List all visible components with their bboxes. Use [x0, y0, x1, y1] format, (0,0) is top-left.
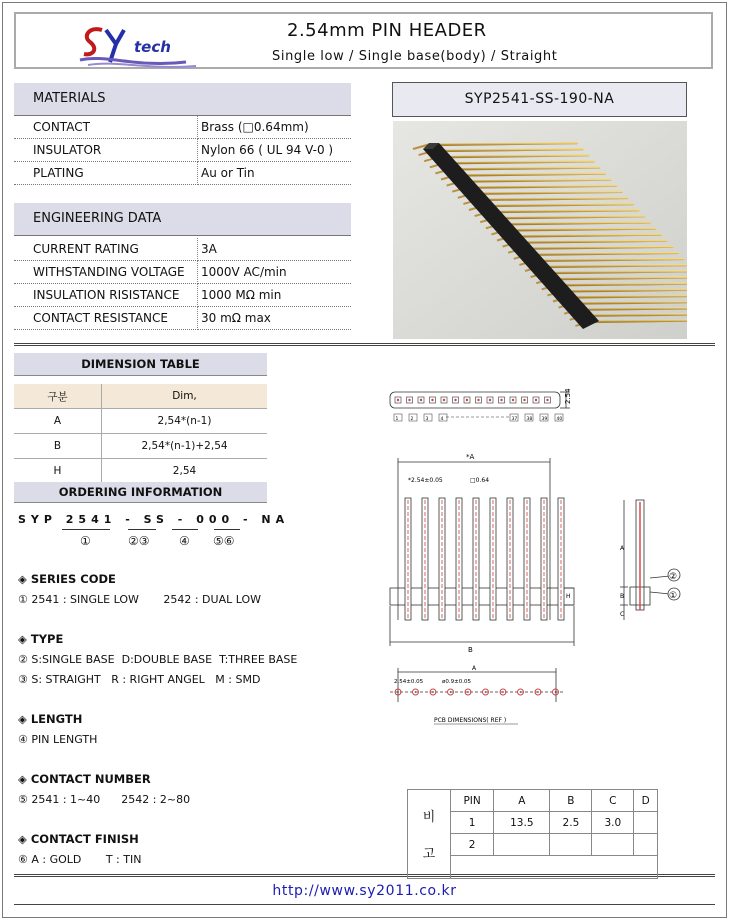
series-code-heading: ◈ SERIES CODE — [18, 572, 116, 586]
pcb-hole-center — [520, 691, 522, 693]
section-divider — [14, 343, 715, 346]
front-view-pin — [507, 498, 513, 620]
engineering-key: WITHSTANDING VOLTAGE — [14, 261, 198, 284]
top-view-pin-center — [535, 399, 537, 401]
materials-key: PLATING — [14, 162, 198, 185]
side-callout-1: ① — [669, 591, 678, 601]
front-view-pin — [439, 498, 445, 620]
front-view-pin — [422, 498, 428, 620]
pcb-hole-center — [397, 691, 399, 693]
top-view-pin-center — [431, 399, 433, 401]
pin-label: 38 — [526, 417, 533, 422]
note-table — [407, 789, 658, 879]
materials-key: INSULATOR — [14, 139, 198, 162]
pcb-hole-center — [450, 691, 452, 693]
side-a-label: A — [620, 545, 625, 552]
type-line: ③ S: STRAIGHT R : RIGHT ANGEL M : SMD — [18, 673, 261, 686]
page-subtitle: Single low / Single base(body) / Straight — [272, 49, 558, 64]
engineering-key: INSULATION RISISTANCE — [14, 284, 198, 307]
pin-label: 2 — [410, 417, 414, 422]
top-view-pin-center — [523, 399, 525, 401]
note-side-char: 비 — [422, 810, 436, 825]
contact-number-heading: ◈ CONTACT NUMBER — [18, 772, 151, 786]
materials-table — [14, 116, 351, 185]
engineering-value: 1000V AC/min — [198, 261, 352, 284]
note-cell: 2.5 — [550, 812, 592, 834]
side-b-label: B — [620, 593, 625, 600]
pcb-hole-label: ø0.9±0.05 — [442, 679, 471, 685]
pcb-hole-center — [555, 691, 557, 693]
front-view-pin — [541, 498, 547, 620]
dim-value: 2,54*(n-1) — [102, 409, 268, 434]
engineering-key: CURRENT RATING — [14, 238, 198, 261]
engineering-table — [14, 238, 351, 330]
top-view-pin-center — [477, 399, 479, 401]
note-cell: 13.5 — [494, 812, 550, 834]
type-line: ② S:SINGLE BASE D:DOUBLE BASE T:THREE BASE — [18, 653, 298, 666]
note-cell: 1 — [451, 812, 494, 834]
note-cell — [634, 834, 658, 856]
type-heading: ◈ TYPE — [18, 632, 64, 646]
note-header: A — [494, 790, 550, 812]
front-view-pin — [558, 498, 564, 620]
top-view-pin-center — [408, 399, 410, 401]
top-view-pin-center — [420, 399, 422, 401]
top-view-pin-center — [443, 399, 445, 401]
pin-label: 37 — [511, 417, 518, 422]
pcb-hole-center — [432, 691, 434, 693]
pcb-hole-center — [502, 691, 504, 693]
pcb-hole-center — [537, 691, 539, 693]
contact-finish-line: ⑥ A : GOLD T : TIN — [18, 853, 142, 866]
technical-drawing — [380, 380, 700, 740]
ordering-heading: ORDERING INFORMATION — [14, 482, 267, 503]
materials-heading: MATERIALS — [14, 83, 351, 116]
pcb-pitch-label: 2.54±0.05 — [394, 679, 424, 685]
page-title: 2.54mm PIN HEADER — [287, 20, 487, 41]
top-view-pin-center — [454, 399, 456, 401]
code-underline — [172, 529, 198, 530]
engineering-heading: ENGINEERING DATA — [14, 203, 351, 236]
materials-value: Brass (□0.64mm) — [198, 116, 352, 139]
code-index: ⑤⑥ — [213, 534, 235, 548]
dimension-table-heading: DIMENSION TABLE — [14, 353, 267, 376]
code-underline — [214, 529, 240, 530]
front-view-pin — [405, 498, 411, 620]
engineering-value: 3A — [198, 238, 352, 261]
note-cell: 3.0 — [592, 812, 634, 834]
note-cell — [494, 834, 550, 856]
dim-key: A — [14, 409, 102, 434]
code-index: ① — [80, 534, 91, 548]
materials-value: Nylon 66 ( UL 94 V-0 ) — [198, 139, 352, 162]
note-cell — [634, 812, 658, 834]
front-view-pin — [524, 498, 530, 620]
contact-finish-heading: ◈ CONTACT FINISH — [18, 832, 139, 846]
product-photo — [393, 121, 687, 339]
pin-label: 3 — [425, 417, 429, 422]
code-underline — [62, 529, 110, 530]
pcb-caption: PCB DIMENSIONS( REF ) — [434, 717, 507, 724]
top-view-pin-center — [500, 399, 502, 401]
pcb-hole-center — [485, 691, 487, 693]
top-view-dim: 2.54 — [564, 388, 572, 404]
pin-label: 4 — [440, 417, 444, 422]
materials-key: CONTACT — [14, 116, 198, 139]
note-empty-row — [451, 856, 658, 879]
front-view-pin — [456, 498, 462, 620]
logo-text: tech — [134, 38, 171, 56]
note-header: B — [550, 790, 592, 812]
note-header: PIN — [451, 790, 494, 812]
note-cell: 2 — [451, 834, 494, 856]
code-index: ②③ — [128, 534, 150, 548]
header-box — [14, 12, 713, 69]
dimension-table — [14, 384, 267, 484]
front-view-pin — [473, 498, 479, 620]
length-line: ④ PIN LENGTH — [18, 733, 98, 746]
pcb-hole-center — [415, 691, 417, 693]
model-number: SYP2541-SS-190-NA — [392, 82, 687, 117]
front-pitch-label: *2.54±0.05 — [408, 477, 443, 484]
side-callout-2: ② — [669, 572, 678, 582]
footer-bottom-line — [14, 904, 715, 905]
note-header: D — [634, 790, 658, 812]
front-pin-label: □0.64 — [470, 477, 490, 484]
top-view-pin-center — [397, 399, 399, 401]
dim-col-header: 구분 — [14, 384, 102, 409]
note-side-label — [408, 790, 451, 879]
front-view-pin — [490, 498, 496, 620]
top-view-pin-center — [466, 399, 468, 401]
top-view-strip — [390, 392, 560, 408]
dim-col-header: Dim, — [102, 384, 268, 409]
top-view-pin-center — [489, 399, 491, 401]
top-view-pin-center — [512, 399, 514, 401]
code-index: ④ — [179, 534, 190, 548]
pin-label: 39 — [541, 417, 548, 422]
ordering-code: SYP 2541 - SS - 000 - NA — [18, 513, 290, 526]
note-cell — [550, 834, 592, 856]
front-a-label: *A — [466, 453, 475, 461]
engineering-value: 30 mΩ max — [198, 307, 352, 330]
engineering-key: CONTACT RESISTANCE — [14, 307, 198, 330]
note-header: C — [592, 790, 634, 812]
engineering-value: 1000 MΩ min — [198, 284, 352, 307]
materials-value: Au or Tin — [198, 162, 352, 185]
length-heading: ◈ LENGTH — [18, 712, 83, 726]
website-link[interactable]: http://www.sy2011.co.kr — [272, 883, 457, 899]
front-b-label: B — [468, 646, 473, 654]
pin-label: 40 — [556, 417, 563, 422]
dim-key: H — [14, 459, 102, 484]
code-underline — [128, 529, 156, 530]
series-code-line: ① 2541 : SINGLE LOW 2542 : DUAL LOW — [18, 593, 261, 606]
dim-key: B — [14, 434, 102, 459]
contact-number-line: ⑤ 2541 : 1~40 2542 : 2~80 — [18, 793, 191, 806]
note-side-char: 고 — [422, 847, 436, 862]
pcb-a-label: A — [472, 665, 477, 672]
dim-value: 2,54 — [102, 459, 268, 484]
front-h-label: H — [566, 593, 571, 600]
sy-tech-logo — [76, 24, 206, 68]
pcb-hole-center — [467, 691, 469, 693]
note-cell — [592, 834, 634, 856]
pin-label: 1 — [395, 417, 399, 422]
top-view-pin-center — [546, 399, 548, 401]
side-c-label: C — [620, 611, 625, 618]
dim-value: 2,54*(n-1)+2,54 — [102, 434, 268, 459]
